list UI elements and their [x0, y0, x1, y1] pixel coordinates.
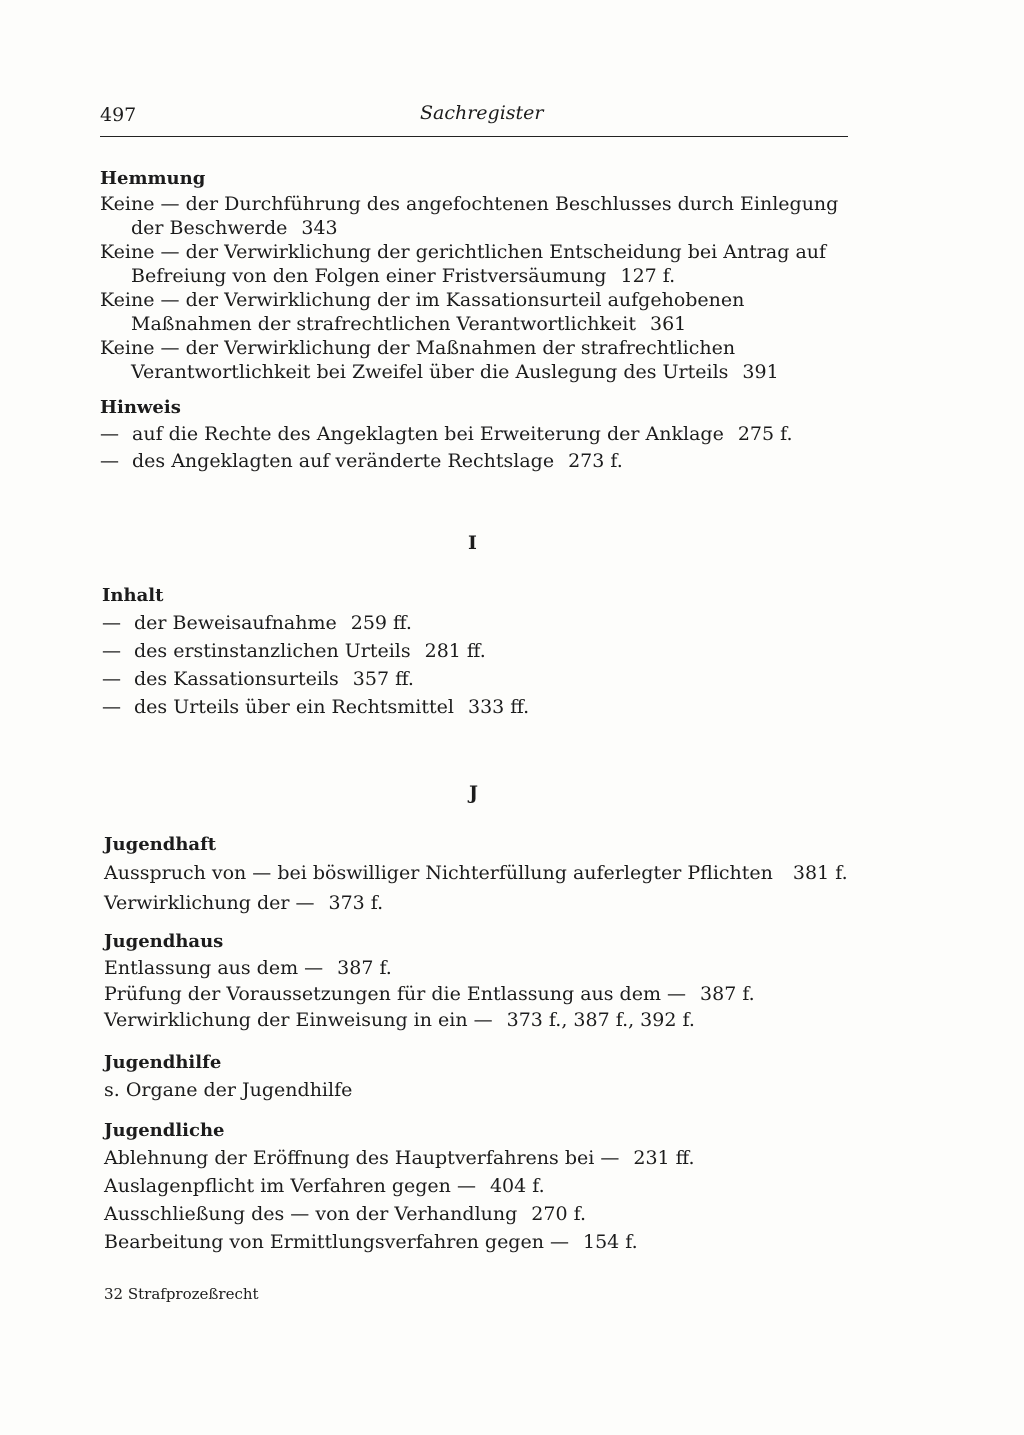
index-entry: Entlassung aus dem — 387 f. [104, 957, 392, 979]
running-title: Sachregister [420, 102, 544, 124]
page-ref: 273 f. [568, 450, 623, 472]
index-group-hinweis [100, 395, 860, 475]
header-rule [100, 136, 848, 137]
page-ref: 391 [742, 361, 779, 383]
page-ref: 259 ff. [350, 612, 412, 634]
page-ref: 343 [301, 217, 338, 239]
index-heading: Jugendhaus [104, 931, 224, 952]
dash-mark: — [100, 450, 119, 472]
page-number: 497 [100, 104, 137, 126]
index-entry: s. Organe der Jugendhilfe [104, 1079, 353, 1101]
index-heading: Inhalt [102, 585, 164, 606]
index-group-jugendhilfe [104, 1050, 864, 1104]
index-entry: Prüfung der Voraussetzungen für die Entlassung aus dem — 387 f. [104, 983, 755, 1005]
index-entry: Auslagenpflicht im Verfahren gegen — 404 f. [104, 1175, 545, 1197]
index-entry: Keine — der Durchführung des angefochtenen Beschlusses durch Einlegung der Beschwerde 343 [100, 193, 839, 239]
index-group-hemmung [100, 166, 860, 384]
dash-mark: — [102, 640, 121, 662]
index-entry: Ablehnung der Eröffnung des Hauptverfahrens bei — 231 ff. [104, 1147, 695, 1169]
index-entry: Keine — der Verwirklichung der gerichtlichen Entscheidung bei Antrag auf Befreiung von den Folgen einer Fristversäumung 127 f. [100, 241, 827, 287]
page-ref: 127 f. [620, 265, 676, 287]
page-ref: 270 f. [531, 1203, 586, 1225]
page-ref: 333 ff. [467, 696, 530, 718]
section-letter-i: I [468, 532, 477, 554]
index-entry: — des Urteils über ein Rechtsmittel 333 ff. [102, 693, 862, 721]
index-entry: — auf die Rechte des Angeklagten bei Erweiterung der Anklage 275 f. [100, 421, 860, 448]
page-ref: 373 f. [328, 892, 384, 914]
index-group-jugendliche [104, 1118, 864, 1256]
page-ref: 373 f., 387 f., 392 f. [506, 1009, 695, 1031]
index-entry: Keine — der Verwirklichung der im Kassationsurteil aufgehobenen Maßnahmen der strafrechtlichen Verantwortlichkeit 361 [100, 289, 745, 335]
index-heading: Hinweis [100, 397, 181, 418]
index-group-inhalt [102, 583, 862, 721]
dash-mark: — [100, 423, 119, 445]
dash-mark: — [102, 612, 121, 634]
index-entry: Ausschließung des — von der Verhandlung 270 f. [104, 1203, 586, 1225]
index-entry: — des Kassationsurteils 357 ff. [102, 665, 862, 693]
index-entry: Verwirklichung der — 373 f. [104, 892, 384, 914]
dash-mark: — [102, 668, 121, 690]
page-ref: 387 f. [337, 957, 392, 979]
index-entry: Ausspruch von — bei böswilliger Nichterfüllung auferlegter Pflichten 381 f. [104, 862, 848, 884]
index-entry: Keine — der Verwirklichung der Maßnahmen der strafrechtlichen Verantwortlichkeit bei Zweifel über die Auslegung des Urteils 391 [100, 337, 779, 383]
section-letter-j: J [469, 782, 478, 804]
index-heading: Jugendliche [104, 1120, 225, 1141]
page-ref: 231 ff. [633, 1147, 695, 1169]
page-ref: 404 f. [489, 1175, 545, 1197]
index-heading: Jugendhaft [104, 834, 217, 855]
index-entry: — des Angeklagten auf veränderte Rechtslage 273 f. [100, 448, 860, 475]
index-heading: Hemmung [100, 168, 206, 189]
footer-signature: 32 Strafprozeßrecht [104, 1285, 259, 1303]
dash-mark: — [102, 696, 121, 718]
index-entry: Bearbeitung von Ermittlungsverfahren gegen — 154 f. [104, 1231, 638, 1253]
page-ref: 154 f. [583, 1231, 638, 1253]
index-entry: Verwirklichung der Einweisung in ein — 373 f., 387 f., 392 f. [104, 1009, 695, 1031]
page-ref: 361 [649, 313, 687, 335]
index-group-jugendhaus [104, 929, 864, 1033]
index-entry: — des erstinstanzlichen Urteils 281 ff. [102, 637, 862, 665]
page-ref: 357 ff. [352, 668, 414, 690]
page-ref: 381 f. [792, 862, 848, 884]
page-ref: 275 f. [737, 423, 793, 445]
index-entry: — der Beweisaufnahme 259 ff. [102, 609, 862, 637]
index-group-jugendhaft [104, 832, 864, 918]
index-heading: Jugendhilfe [104, 1052, 222, 1073]
page-ref: 281 ff. [424, 640, 486, 662]
page-ref: 387 f. [700, 983, 755, 1005]
